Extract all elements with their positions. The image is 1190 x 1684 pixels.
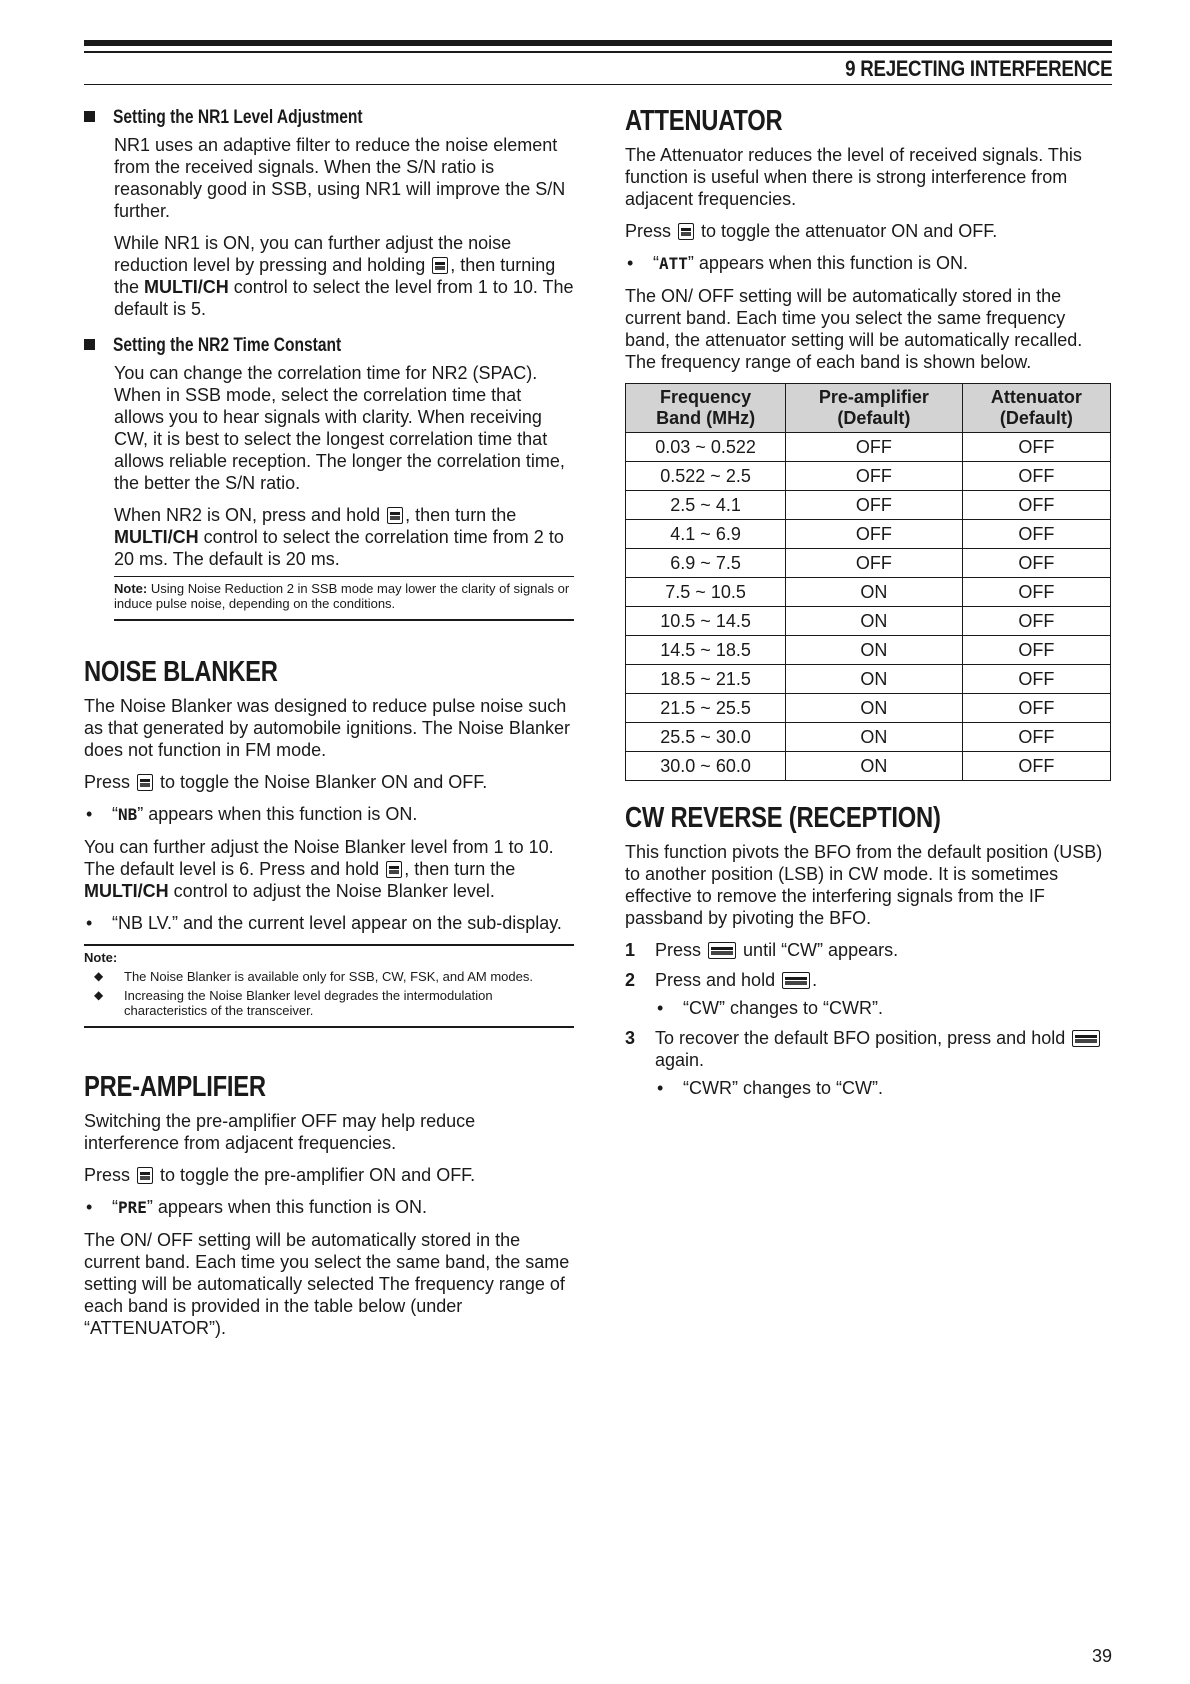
table-row (626, 607, 1111, 636)
table-cell-preamp: ON (786, 578, 963, 607)
nb-key-icon (386, 861, 402, 878)
table-cell-attenuator: OFF (962, 462, 1110, 491)
table-cell-preamp: ON (786, 752, 963, 781)
table-cell-attenuator: OFF (962, 752, 1110, 781)
cw-reverse-heading: CW REVERSE (RECEPTION) (625, 802, 941, 834)
table-cell-frequency: 2.5 ~ 4.1 (626, 491, 786, 520)
step-item: 2 Press and hold . • “CW” changes to “CWR”. (625, 969, 1112, 1019)
attenuator-heading: ATTENUATOR (625, 105, 783, 137)
square-bullet-icon (84, 339, 95, 350)
table-cell-attenuator: OFF (962, 520, 1110, 549)
table-cell-frequency: 7.5 ~ 10.5 (626, 578, 786, 607)
diamond-bullet-icon: ◆ (94, 969, 104, 983)
table-cell-attenuator: OFF (962, 665, 1110, 694)
table-cell-attenuator: OFF (962, 491, 1110, 520)
nr2-body (114, 362, 574, 621)
noise-blanker-paragraph-1: The Noise Blanker was designed to reduce pulse noise such as that generated by automobile ignitions. The Noise Blanker does not function in FM mode. (84, 696, 570, 760)
right-column (625, 106, 1112, 1107)
step-item: 3 To recover the default BFO position, press and hold again. • “CWR” changes to “CW”. (625, 1027, 1112, 1099)
table-cell-attenuator: OFF (962, 607, 1110, 636)
left-column (84, 106, 574, 1349)
attenuator-paragraph-2: Press to toggle the attenuator ON and OFF. (625, 221, 998, 241)
table-cell-preamp: ON (786, 665, 963, 694)
nr2-heading: Setting the NR2 Time Constant (84, 334, 574, 358)
table-row (626, 578, 1111, 607)
preamp-heading: PRE-AMPLIFIER (84, 1071, 266, 1103)
table-header-attenuator: Attenuator (Default) (962, 384, 1110, 433)
nr2-note: Note: Using Noise Reduction 2 in SSB mode may lower the clarity of signals or induce pulse noise, depending on the conditions. (114, 576, 574, 621)
diamond-bullet-icon: ◆ (94, 988, 104, 1002)
table-cell-preamp: OFF (786, 491, 963, 520)
nb-key-icon (137, 774, 153, 791)
cwrev-key-icon (1072, 1030, 1100, 1047)
table-row (626, 694, 1111, 723)
header-rule-thick (84, 40, 1112, 46)
table-cell-attenuator: OFF (962, 723, 1110, 752)
step-item: 1 Press until “CW” appears. (625, 940, 899, 960)
nr2-paragraph-1: You can change the correlation time for NR2 (SPAC). When in SSB mode, select the correlation time that allows you to hear signals with clarity. When receiving CW, it is best to select the longest correlation time that allows reliable reception. The longer the correlation time, the better the S/N ratio. (114, 363, 565, 493)
attenuator-paragraph-3: The ON/ OFF setting will be automatically stored in the current band. Each time you select the same frequency band, the attenuator setting will be automatically recalled. The frequency range of each band is shown below. (625, 286, 1083, 372)
table-row (626, 636, 1111, 665)
table-row (626, 752, 1111, 781)
frequency-band-table (625, 383, 1111, 781)
table-header-frequency: Frequency Band (MHz) (626, 384, 786, 433)
table-row (626, 665, 1111, 694)
noise-blanker-bullet-2: • “NB LV.” and the current level appear on the sub-display. (86, 913, 562, 933)
table-row (626, 433, 1111, 462)
table-cell-frequency: 18.5 ~ 21.5 (626, 665, 786, 694)
cw-reverse-paragraph-1: This function pivots the BFO from the default position (USB) to another position (LSB) in CW mode. It is sometimes effective to remove the interfering signals from the IF passband by pivoting the BFO. (625, 842, 1103, 928)
table-row (626, 549, 1111, 578)
table-cell-preamp: OFF (786, 549, 963, 578)
table-cell-frequency: 0.03 ~ 0.522 (626, 433, 786, 462)
table-cell-preamp: ON (786, 636, 963, 665)
table-cell-preamp: OFF (786, 520, 963, 549)
note-item: ◆ The Noise Blanker is available only for SSB, CW, FSK, and AM modes. (94, 969, 533, 984)
nr2-paragraph-2: When NR2 is ON, press and hold , then turn the MULTI/CH control to select the correlation time from 2 to 20 ms. The default is 20 ms. (114, 505, 564, 569)
nr1-heading: Setting the NR1 Level Adjustment (84, 106, 574, 130)
table-cell-frequency: 30.0 ~ 60.0 (626, 752, 786, 781)
table-cell-frequency: 10.5 ~ 14.5 (626, 607, 786, 636)
preamp-paragraph-3: The ON/ OFF setting will be automatically stored in the current band. Each time you select the same band, the same setting will be automatically selected The frequency range of each band is provided in the table below (under “ATTENUATOR”). (84, 1230, 570, 1338)
table-cell-attenuator: OFF (962, 636, 1110, 665)
table-body (626, 433, 1111, 781)
table-cell-attenuator: OFF (962, 694, 1110, 723)
table-cell-preamp: OFF (786, 433, 963, 462)
preamp-bullet: • “PRE” appears when this function is ON. (86, 1197, 428, 1217)
table-cell-frequency: 25.5 ~ 30.0 (626, 723, 786, 752)
table-cell-frequency: 21.5 ~ 25.5 (626, 694, 786, 723)
noise-blanker-paragraph-3: You can further adjust the Noise Blanker level from 1 to 10. The default level is 6. Press and hold , then turn the MULTI/CH control to adjust the Noise Blanker level. (84, 837, 554, 901)
chapter-title: 9 REJECTING INTERFERENCE (844, 56, 1112, 81)
noise-blanker-heading: NOISE BLANKER (84, 656, 278, 688)
nr-key-icon (432, 257, 448, 274)
table-row (626, 723, 1111, 752)
pre-key-icon (137, 1167, 153, 1184)
nr1-paragraph-1: NR1 uses an adaptive filter to reduce the noise element from the received signals. When the S/N ratio is reasonably good in SSB, using NR1 will improve the S/N further. (114, 135, 566, 221)
table-cell-preamp: OFF (786, 462, 963, 491)
attenuator-bullet: • “ATT” appears when this function is ON. (627, 253, 969, 273)
header-rule-bottom (84, 84, 1112, 85)
step-3-sub-bullet: • “CWR” changes to “CW”. (657, 1078, 884, 1098)
preamp-paragraph-2: Press to toggle the pre-amplifier ON and OFF. (84, 1165, 476, 1185)
table-row (626, 462, 1111, 491)
table-header-row (626, 384, 1111, 433)
table-cell-frequency: 14.5 ~ 18.5 (626, 636, 786, 665)
nr1-paragraph-2: While NR1 is ON, you can further adjust the noise reduction level by pressing and holding , then turning the MULTI/CH control to select the level from 1 to 10. The default is 5. (114, 233, 574, 319)
table-cell-frequency: 0.522 ~ 2.5 (626, 462, 786, 491)
table-cell-preamp: ON (786, 607, 963, 636)
table-cell-frequency: 6.9 ~ 7.5 (626, 549, 786, 578)
nr1-body (114, 134, 574, 320)
square-bullet-icon (84, 111, 95, 122)
table-cell-preamp: ON (786, 694, 963, 723)
cwrev-key-icon (708, 942, 736, 959)
preamp-paragraph-1: Switching the pre-amplifier OFF may help reduce interference from adjacent frequencies. (84, 1111, 476, 1153)
table-cell-frequency: 4.1 ~ 6.9 (626, 520, 786, 549)
noise-blanker-note: Note: ◆ The Noise Blanker is available only for SSB, CW, FSK, and AM modes. ◆ Increasing the Noise Blanker level degrades the intermodulation characteristics of the transceiver. (84, 944, 574, 1028)
cwrev-key-icon (782, 972, 810, 989)
nr-key-icon (387, 507, 403, 524)
table-cell-preamp: ON (786, 723, 963, 752)
table-header-preamp: Pre-amplifier (Default) (786, 384, 963, 433)
attenuator-paragraph-1: The Attenuator reduces the level of received signals. This function is useful when there is strong interference from adjacent frequencies. (625, 145, 1082, 209)
table-cell-attenuator: OFF (962, 549, 1110, 578)
att-key-icon (678, 223, 694, 240)
table-cell-attenuator: OFF (962, 578, 1110, 607)
table-cell-attenuator: OFF (962, 433, 1110, 462)
note-item: ◆ Increasing the Noise Blanker level degrades the intermodulation characteristics of the transceiver. (94, 988, 493, 1018)
cw-reverse-steps (625, 939, 1112, 1099)
step-2-sub-bullet: • “CW” changes to “CWR”. (657, 998, 884, 1018)
table-row (626, 520, 1111, 549)
header-rule-thin (84, 51, 1112, 53)
page-number: 39 (1091, 1646, 1112, 1666)
noise-blanker-paragraph-2: Press to toggle the Noise Blanker ON and OFF. (84, 772, 488, 792)
table-row (626, 491, 1111, 520)
noise-blanker-bullet-1: • “NB” appears when this function is ON. (86, 804, 418, 824)
